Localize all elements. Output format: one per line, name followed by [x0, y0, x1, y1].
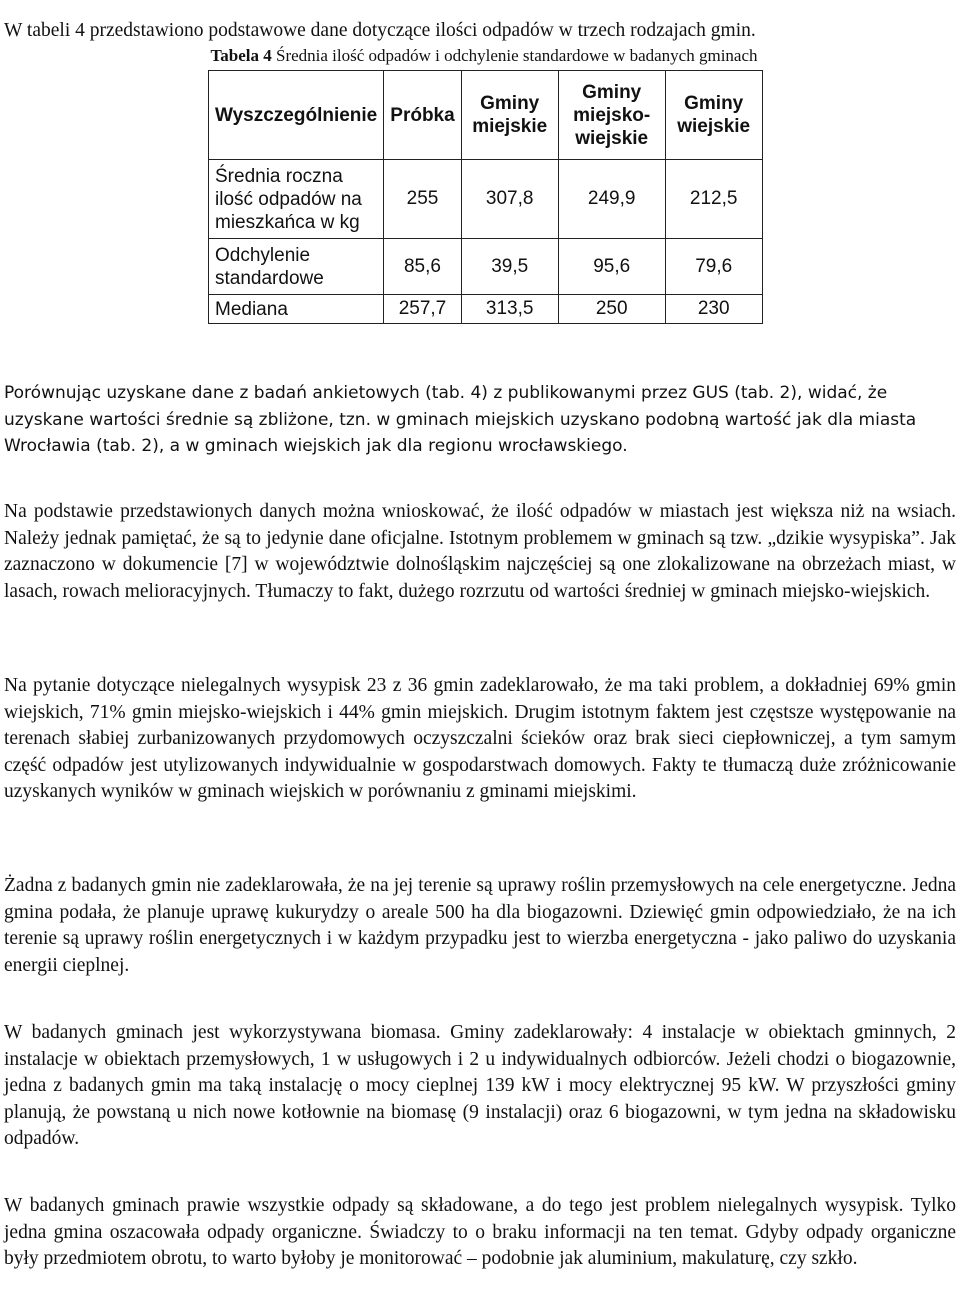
header-cell: Gminy wiejskie [665, 71, 762, 160]
table-cell: 230 [665, 295, 762, 324]
paragraph-storage: W badanych gminach prawie wszystkie odpady są składowane, a do tego jest problem nielegalnych wysypisk. Tylko jedna gmina oszacowała odpady organiczne. Świadczy to o braku informacji na ten temat. Gdyby odpady organiczne były przedmiotem obrotu, to warto byłoby je monitorować – podobnie jak aluminium, makulaturę, czy szkło. [4, 1195, 956, 1270]
table-caption [4, 46, 960, 66]
paragraph-illegal-dumps: Na pytanie dotyczące nielegalnych wysypisk 23 z 36 gmin zadeklarowało, że ma taki problem, a dokładniej 69% gmin wiejskich, 71% gmin miejsko-wiejskich i 44% gmin miejskich. Drugim istotnym faktem jest częstsze występowanie na terenach słabiej zurbanizowanych przydomowych oczyszczalni ścieków oraz brak sieci ciepłowniczej, a tym samym część odpadów jest utylizowanych indywidualnie w gospodarstwach domowych. Fakty te tłumaczą duże zróżnicowanie uzyskanych wyników w gminach wiejskich w porównaniu z gminami miejskimi. [4, 675, 956, 803]
header-cell: Próbka [384, 71, 461, 160]
table-caption-label: Tabela 4 [210, 46, 272, 65]
table-header-row [209, 71, 763, 160]
table-cell: 257,7 [384, 295, 461, 324]
table-caption-text: Średnia ilość odpadów i odchylenie standardowe w badanych gminach [271, 46, 758, 65]
table-cell: 85,6 [384, 239, 461, 295]
row-label: Mediana [209, 295, 384, 324]
header-cell: Gminy miejsko-wiejskie [558, 71, 665, 160]
table-cell: 255 [384, 160, 461, 239]
table-row [209, 239, 763, 295]
table-row [209, 295, 763, 324]
paragraph-comparison: Porównując uzyskane dane z badań ankietowych (tab. 4) z publikowanymi przez GUS (tab. 2), widać, że uzyskane wartości średnie są zbliżone, tzn. w gminach miejskich uzyskano podobną wartość jak dla miasta Wrocławia (tab. 2), a w gminach wiejskich jak dla regionu wrocławskiego. [4, 383, 917, 456]
waste-data-table [208, 70, 763, 324]
paragraph-biomass: W badanych gminach jest wykorzystywana biomasa. Gminy zadeklarowały: 4 instalacje w obiektach gminnych, 2 instalacje w obiektach przemysłowych, 1 w usługowych i 2 u indywidualnych odbiorców. Jeżeli chodzi o biogazownie, jedna z badanych gmin ma taką instalację o mocy cieplnej 139 kW i mocy elektrycznej 95 kW. W przyszłości gminy planują, że powstaną u nich nowe kotłownie na biomasę (9 instalacji) oraz 6 biogazowni, w tym jedna na składowisku odpadów. [4, 1022, 956, 1150]
table-cell: 249,9 [558, 160, 665, 239]
table-cell: 79,6 [665, 239, 762, 295]
table-cell: 212,5 [665, 160, 762, 239]
table-cell: 313,5 [461, 295, 558, 324]
table-cell: 307,8 [461, 160, 558, 239]
header-cell: Wyszczególnienie [209, 71, 384, 160]
header-cell: Gminy miejskie [461, 71, 558, 160]
row-label: Odchylenie standardowe [209, 239, 384, 295]
paragraph-energy-crops: Żadna z badanych gmin nie zadeklarowała, że na jej terenie są uprawy roślin przemysłowych na cele energetyczne. Jedna gmina podała, że planuje uprawę kukurydzy o areale 500 ha dla biogazowni. Dziewięć gmin odpowiedziało, że na ich terenie są uprawy roślin energetycznych i w każdym przypadku jest to wierzba energetyczna - jako paliwo do uzyskania energii cieplnej. [4, 875, 956, 976]
table-cell: 39,5 [461, 239, 558, 295]
paragraph-conclusions: Na podstawie przedstawionych danych można wnioskować, że ilość odpadów w miastach jest większa niż na wsiach. Należy jednak pamiętać, że są to jedynie dane oficjalne. Istotnym problemem w gminach są tzw. „dzikie wysypiska”. Jak zaznaczono w dokumencie [7] w województwie dolnośląskim najczęściej są one zlokalizowane na obrzeżach miast, w lasach, rowach melioracyjnych. Tłumaczy to fakt, dużego rozrzutu od wartości średniej w gminach miejsko-wiejskich. [4, 501, 956, 602]
row-label: Średnia roczna ilość odpadów na mieszkańca w kg [209, 160, 384, 239]
table-row [209, 160, 763, 239]
intro-paragraph: W tabeli 4 przedstawiono podstawowe dane dotyczące ilości odpadów w trzech rodzajach gmin. [4, 19, 756, 41]
table-cell: 250 [558, 295, 665, 324]
table-cell: 95,6 [558, 239, 665, 295]
